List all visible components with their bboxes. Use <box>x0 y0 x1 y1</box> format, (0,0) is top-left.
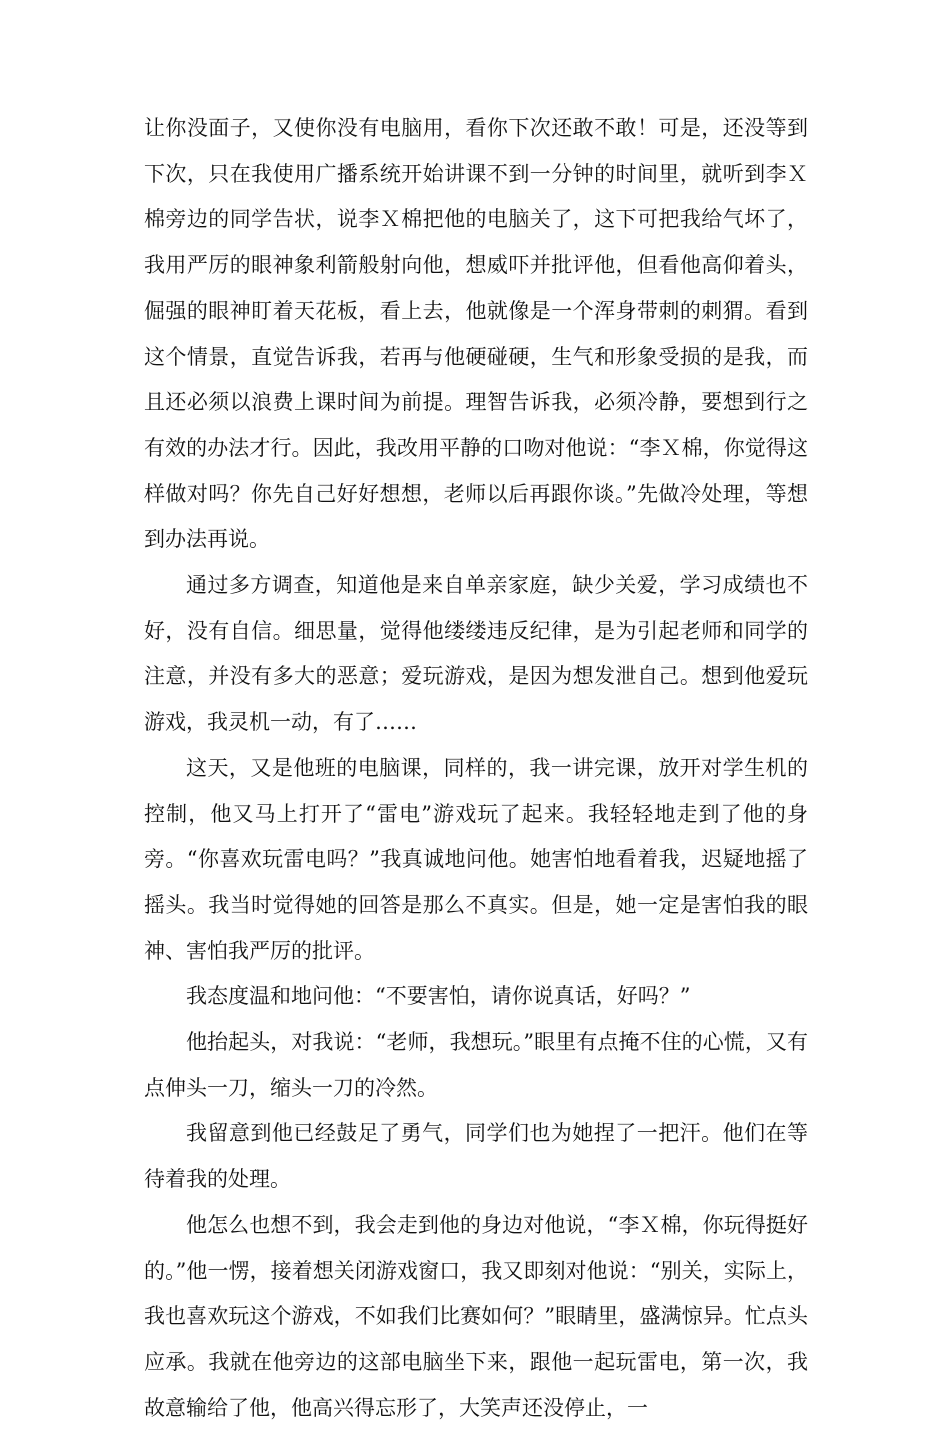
paragraph-gentle-question: 我态度温和地问他：“不要害怕，请你说真话，好吗？” <box>186 984 691 1009</box>
paragraph-investigation: 通过多方调查，知道他是来自单亲家庭，缺少关爱，学习成绩也不好，没有自信。细思量，觉得他缕缕违反纪律，是为引起老师和同学的注意，并没有多大的恶意；爱玩游戏，是因为想发泄自己。想到他爱玩游戏，我灵机一动，有了…… <box>144 573 808 735</box>
document-page <box>144 106 808 1431</box>
paragraph-classmates-waiting: 我留意到他已经鼓足了勇气，同学们也为她捏了一把汗。他们在等待着我的处理。 <box>144 1121 808 1192</box>
paragraph-student-reply: 他抬起头，对我说：“老师，我想玩。”眼里有点掩不住的心慌，又有点伸头一刀，缩头一刀的冷然。 <box>144 1030 808 1100</box>
paragraph-computer-class: 这天，又是他班的电脑课，同样的，我一讲完课，放开对学生机的控制，他又马上打开了“雷电”游戏玩了起来。我轻轻地走到了他的身旁。“你喜欢玩雷电吗？”我真诚地问他。她害怕地看着我，迟疑地摇了摇头。我当时觉得她的回答是那么不真实。但是，她一定是害怕我的眼神、害怕我严厉的批评。 <box>144 755 808 963</box>
paragraph-continued: 让你没面子，又使你没有电脑用，看你下次还敢不敢！可是，还没等到下次，只在我使用广播系统开始讲课不到一分钟的时间里，就听到李Ｘ棉旁边的同学告状，说李Ｘ棉把他的电脑关了，这下可把我给气坏了，我用严厉的眼神象利箭般射向他，想威吓并批评他，但看他高仰着头，倔强的眼神盯着天花板，看上去，他就像是一个浑身带刺的刺猬。看到这个情景，直觉告诉我，若再与他硬碰硬，生气和形象受损的是我，而且还必须以浪费上课时间为前提。理智告诉我，必须冷静，要想到行之有效的办法才行。因此，我改用平静的口吻对他说：“李Ｘ棉，你觉得这样做对吗？你先自己好好想想，老师以后再跟你谈。”先做冷处理，等想到办法再说。 <box>144 116 808 552</box>
paragraph-game-together: 他怎么也想不到，我会走到他的身边对他说，“李Ｘ棉，你玩得挺好的。”他一愣，接着想关闭游戏窗口，我又即刻对他说：“别关，实际上，我也喜欢玩这个游戏，不如我们比赛如何？”眼睛里，盛满惊异。忙点头应承。我就在他旁边的这部电脑坐下来，跟他一起玩雷电，第一次，我故意输给了他，他高兴得忘形了，大笑声还没停止，一 <box>144 1212 808 1420</box>
